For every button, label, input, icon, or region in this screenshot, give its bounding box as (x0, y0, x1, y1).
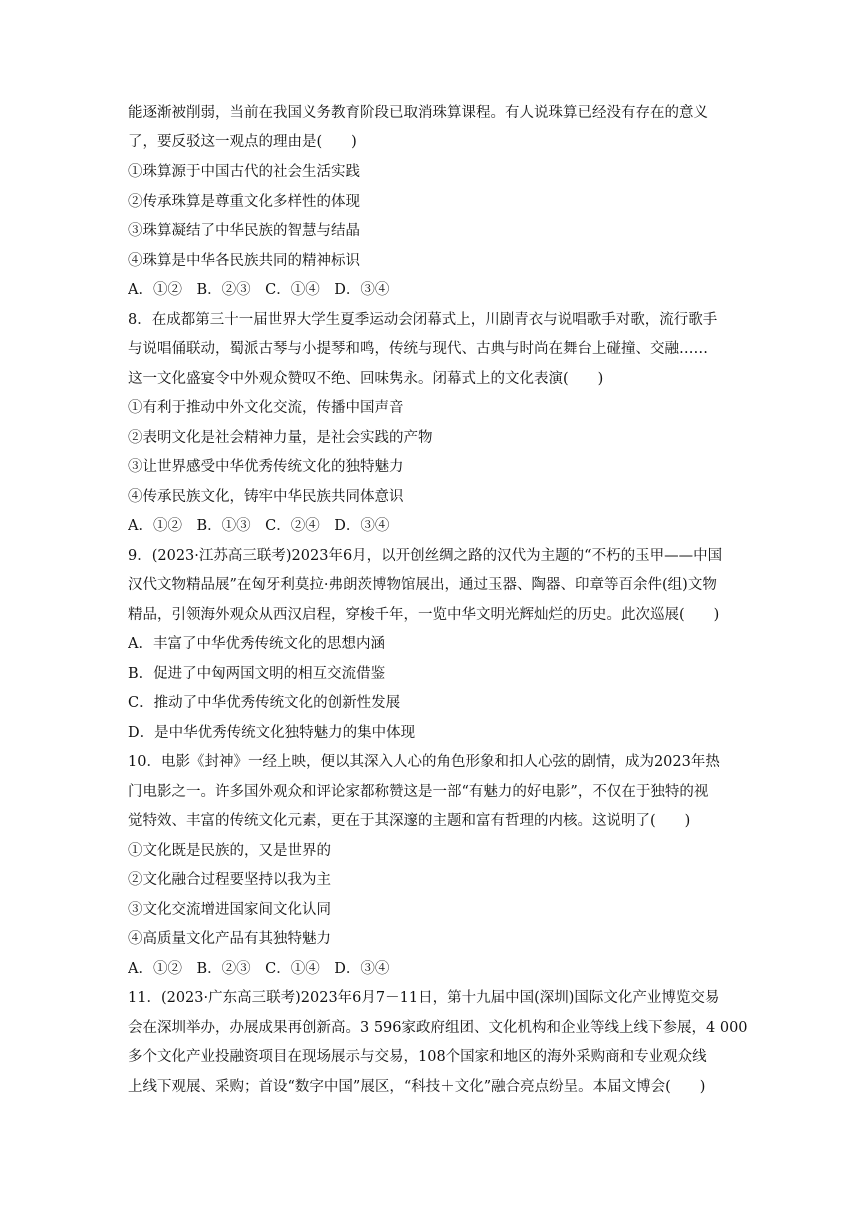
statement-4: ④传承民族文化，铸牢中华民族共同体意识 (128, 489, 404, 505)
option-c: C．推动了中华优秀传统文化的创新性发展 (128, 695, 401, 711)
statement-4: ④珠算是中华各民族共同的精神标识 (128, 253, 360, 269)
question-11-line: 上线下观展、采购；首设“数字中国”展区，“科技＋文化”融合亮点纷呈。本届文博会( ) (128, 1079, 706, 1095)
question-9-line: 汉代文物精品展”在匈牙利莫拉·弗朗茨博物馆展出，通过玉器、陶器、印章等百余件(组)文物 (128, 577, 717, 593)
statement-3: ③让世界感受中华优秀传统文化的独特魅力 (128, 459, 404, 475)
question-11-line: 多个文化产业投融资项目在现场展示与交易，108个国家和地区的海外采购商和专业观众线 (128, 1049, 707, 1065)
question-10-line: 觉特效、丰富的传统文化元素，更在于其深邃的主题和富有哲理的内核。这说明了( ) (128, 813, 691, 829)
question-10-line: 门电影之一。许多国外观众和评论家都称赞这是一部“有魅力的好电影”，不仅在于独特的视 (128, 784, 709, 800)
statement-1: ①珠算源于中国古代的社会生活实践 (128, 164, 360, 180)
option-b: B．促进了中匈两国文明的相互交流借鉴 (128, 666, 386, 682)
option-a: A．丰富了中华优秀传统文化的思想内涵 (128, 636, 385, 652)
statement-2: ②表明文化是社会精神力量，是社会实践的产物 (128, 430, 433, 446)
question-8-line: 8．在成都第三十一届世界大学生夏季运动会闭幕式上，川剧青衣与说唱歌手对歌，流行歌手 (128, 312, 718, 328)
answer-options-8: A．①② B．①③ C．②④ D．③④ (128, 518, 390, 534)
question-8-line: 与说唱俑联动，蜀派古琴与小提琴和鸣，传统与现代、古典与时尚在舞台上碰撞、交融…… (128, 341, 708, 357)
question-stem-7: 了，要反驳这一观点的理由是( ) (128, 134, 357, 150)
option-d: D．是中华优秀传统文化独特魅力的集中体现 (128, 725, 416, 741)
question-10-line: 10．电影《封神》一经上映，便以其深入人心的角色形象和扣人心弦的剧情，成为2023年热 (128, 754, 720, 770)
question-9-line: 9．(2023·江苏高三联考)2023年6月，以开创丝绸之路的汉代为主题的“不朽的玉甲——中国 (128, 548, 723, 564)
statement-1: ①文化既是民族的，又是世界的 (128, 843, 331, 859)
question-11-line: 会在深圳举办，办展成果再创新高。3 596家政府组团、文化机构和企业等线上线下参展，4 000 (128, 1020, 748, 1036)
question-8-line: 这一文化盛宴令中外观众赞叹不绝、回味隽永。闭幕式上的文化表演( ) (128, 371, 604, 387)
statement-1: ①有利于推动中外文化交流，传播中国声音 (128, 400, 404, 416)
answer-options-10: A．①② B．②③ C．①④ D．③④ (128, 961, 390, 977)
statement-4: ④高质量文化产品有其独特魅力 (128, 931, 331, 947)
statement-3: ③珠算凝结了中华民族的智慧与结晶 (128, 223, 360, 239)
statement-3: ③文化交流增进国家间文化认同 (128, 902, 331, 918)
question-9-line: 精品，引领海外观众从西汉启程，穿梭千年，一览中华文明光辉灿烂的历史。此次巡展( ) (128, 607, 720, 623)
text-line: 能逐渐被削弱，当前在我国义务教育阶段已取消珠算课程。有人说珠算已经没有存在的意义 (128, 105, 708, 121)
statement-2: ②传承珠算是尊重文化多样性的体现 (128, 194, 360, 210)
answer-options-7: A．①② B．②③ C．①④ D．③④ (128, 282, 390, 298)
question-11-line: 11．(2023·广东高三联考)2023年6月7－11日，第十九届中国(深圳)国际文化产业博览交易 (128, 990, 720, 1006)
statement-2: ②文化融合过程要坚持以我为主 (128, 872, 331, 888)
